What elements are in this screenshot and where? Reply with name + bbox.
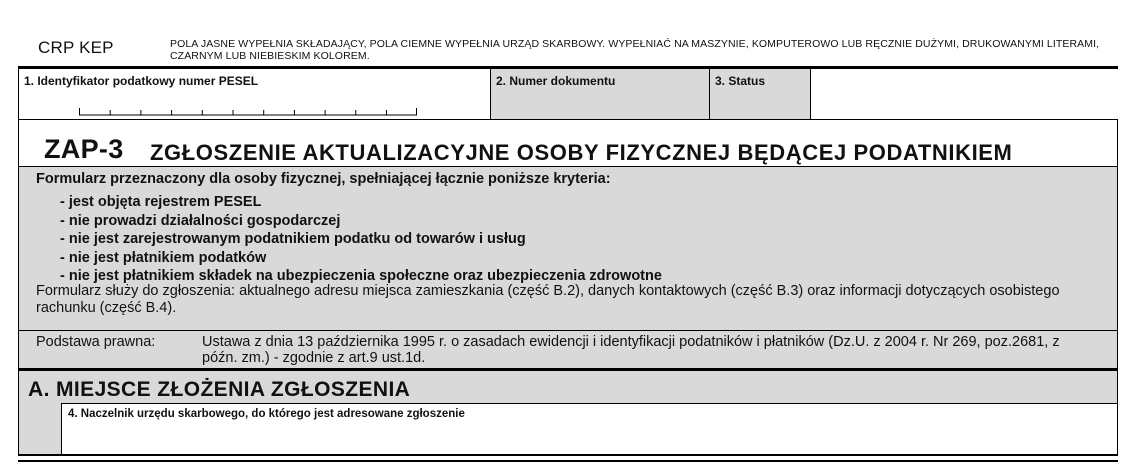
section-a-title: A. MIEJSCE ZŁOŻENIA ZGŁOSZENIA bbox=[28, 378, 411, 401]
field-divider-1 bbox=[490, 69, 491, 119]
bottom-line-2 bbox=[18, 460, 1118, 462]
form-purpose: Formularz służy do zgłoszenia: aktualnego adresu miejsca zamieszkania (część B.2), danych kontaktowych (część B.3) oraz informacji dotyczących osobistego rachunku (część B.4). bbox=[36, 283, 1060, 316]
bottom-line-1 bbox=[18, 454, 1118, 456]
fill-instructions: POLA JASNE WYPEŁNIA SKŁADAJĄCY, POLA CIEMNE WYPEŁNIA URZĄD SKARBOWY. WYPEŁNIAĆ NA MASZYNIE, KOMPUTEROWO LUB RĘCZNIE DUŻYMI, DRUKOWANYMI LITERAMI, CZARNYM LUB NIEBIESKIM KOLOREM. bbox=[170, 38, 1100, 62]
criteria-intro: Formularz przeznaczony dla osoby fizycznej, spełniającej łącznie poniższe kryteria: bbox=[36, 171, 611, 187]
form-right-border bbox=[1117, 119, 1118, 455]
field-row-bottom bbox=[18, 119, 1118, 120]
pesel-input[interactable] bbox=[79, 104, 417, 116]
form-symbol: ZAP-3 bbox=[44, 134, 124, 164]
criteria-item: - nie jest płatnikiem podatków bbox=[60, 249, 267, 266]
field-divider-3 bbox=[810, 69, 811, 119]
criteria-list bbox=[60, 193, 662, 286]
field-divider-2 bbox=[709, 69, 710, 119]
criteria-item: - nie jest płatnikiem składek na ubezpieczenia społeczne oraz ubezpieczenia zdrowotne bbox=[60, 268, 662, 284]
criteria-item: - jest objęta rejestrem PESEL bbox=[60, 194, 262, 210]
document-number-label: 2. Numer dokumentu bbox=[496, 74, 616, 88]
field-left-border bbox=[18, 69, 19, 119]
criteria-item: - nie prowadzi działalności gospodarczej bbox=[60, 212, 341, 229]
tax-office-label: 4. Naczelnik urzędu skarbowego, do którego jest adresowane zgłoszenie bbox=[68, 408, 465, 420]
criteria-item: - nie jest zarejestrowanym podatnikiem podatku od towarów i usług bbox=[60, 231, 526, 247]
section-a-margin bbox=[19, 403, 61, 455]
status-label: 3. Status bbox=[715, 74, 766, 88]
pesel-label: 1. Identyfikator podatkowy numer PESEL bbox=[24, 74, 259, 88]
legal-basis-label: Podstawa prawna: bbox=[36, 334, 156, 350]
criteria-top-line bbox=[18, 166, 1118, 167]
form-code: CRP KEP bbox=[38, 38, 114, 57]
form-title: ZGŁOSZENIE AKTUALIZACYJNE OSOBY FIZYCZNEJ BĘDĄCEJ PODATNIKIEM bbox=[150, 140, 1013, 165]
legal-basis-text: Ustawa z dnia 13 października 1995 r. o zasadach ewidencji i identyfikacji podatników i płatników (Dz.U. z 2004 r. Nr 269, poz.2681, z późn. zm.) - zgodnie z art.9 ust.1d. bbox=[202, 334, 1060, 366]
